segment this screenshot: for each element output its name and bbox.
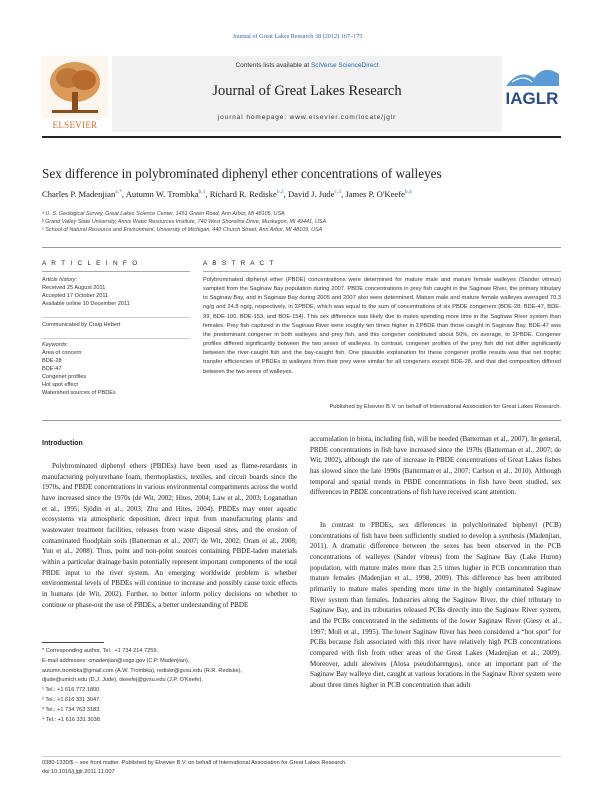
footnote-tel: ³ Tel.: +1 734 763 3183. <box>42 707 101 713</box>
iaglr-wordmark: IAGLR <box>505 89 559 108</box>
section-rule <box>42 420 561 421</box>
keyword-item: Hot spot effect <box>42 382 78 388</box>
journal-reference[interactable]: Journal of Great Lakes Research 38 (2012) 167–175 <box>232 33 363 40</box>
footnote-rule <box>42 642 104 643</box>
keyword-item: Watershed sources of PBDEs <box>42 390 116 396</box>
author-name: Richard R. Rediske <box>209 189 277 199</box>
affiliation-b: ᵇ Grand Valley State University, Annis Water Resources Institute, 740 West Shoreline Drive, Muskegon, MI 49441, USA <box>42 219 327 225</box>
author-name: David J. Jude <box>287 189 335 199</box>
keyword-item: BDE-47 <box>42 366 62 372</box>
abstract-rule <box>203 271 561 272</box>
footer-rule <box>42 756 561 757</box>
keyword-item: BDE-28 <box>42 358 62 364</box>
intro-column-2-para-2: In contrast to PBDEs, sex differences in polychlorinated biphenyl (PCB) concentrations of fish have been sufficiently studied to develop a synthesis (Madenjian, 2011). A dramatic difference between the sexes has been observed in the PCB concentrations of walleyes (Sander vitreus) from the Saginaw Bay (Lake Huron) population, with mature males more than 2.5 times higher in PCB concentration than mature females (Madenjian et al., 1998, 2009). This difference has been attributed primarily to mature males spending more time in the highly contaminated Saginaw River system than females. Industries along the Saginaw River, the chief tributary to Saginaw Bay, and its tributaries released PCBs directly into the Saginaw River system, and the PCBs concentrated in the sediments of the lower Saginaw River (Giesy et al., 1997; Moll et al., 1995). The lower Saginaw River has been considered a “hot spot” for PCBs because fish associated with this river have relatively high PCB concentrations compared with fish from other areas of the Great Lakes (Madenjian et al., 2009). Moreover, adult alewives (Alosa pseudoharengus), once an important part of the Saginaw Bay walleye diet, caught at various locations in the Saginaw River system were about three times higher in PCB concentration than adult <box>310 521 561 689</box>
author-name: James P. O'Keefe <box>345 189 405 199</box>
journal-name: Journal of Great Lakes Research <box>212 83 402 99</box>
affiliation-a: ᵃ U. S. Geological Survey, Great Lakes Science Center, 1451 Green Road, Ann Arbor, MI 48105, USA <box>42 211 285 217</box>
header-rule <box>42 136 561 138</box>
intro-column-1: Polybrominated diphenyl ethers (PBDEs) have been used as flame-retardants in manufacturing polyurethane foam, thermoplastics, textiles, and circuit boards since the 1970s, and PBDE concentrations in various environmental compartments across the world have increased since the 1970s (de Wit, 2002; Hites, 2004; Law et al., 2003; Loganathan et al., 1995; Sjödin et al., 2003; Zhu and Hites, 2004). PBDEs may enter aquatic ecosystems via atmospheric deposition, direct input from manufacturing plants and wastewater treatment facilities, releases from waste disposal sites, and the erosion of contaminated floodplain soils (Batterman et al., 2007; de Wit, 2002; Oram et al., 2008; Yun et al., 2008). Thus, point and non-point sources containing PBDE-laden materials within a particular drainage basin potentially represent important components of the total PBDE input to the river system. An emerging worldwide problem is whether environmental levels of PBDEs will continue to increase and possibly cause toxic effects in humans (de Wit, 2002). Further, to better inform policy decisions on whether to continue or phase-out the use of PBDEs, a better understanding of PBDE <box>42 462 298 609</box>
history-label: Article history: <box>42 277 78 283</box>
article-title: Sex difference in polybrominated diphenyl ether concentrations of walleyes <box>42 166 442 181</box>
author-name: Autumn W. Trombka <box>125 189 199 199</box>
keyword-item: Area of concern <box>42 350 82 356</box>
footnote-email[interactable]: djude@umich.edu (D.J. Jude), okeefej@gvsu.edu (J.P. O'Keefe). <box>42 677 203 683</box>
author-affiliation-marker[interactable]: b,4 <box>404 189 412 196</box>
elsevier-wordmark: ELSEVIER <box>52 120 98 130</box>
author-affiliation-marker[interactable]: b,2 <box>276 189 284 196</box>
keyword-item: Congener profiles <box>42 374 87 380</box>
keywords-label: Keywords: <box>42 342 69 348</box>
footnote-email[interactable]: autumn.trombka@gmail.com (A.W. Trombka), rediskr@gvsu.edu (R.R. Rediske), <box>42 668 243 674</box>
contents-prefix: Contents lists available at <box>235 62 311 69</box>
abstract-heading: A B S T R A C T <box>203 260 276 267</box>
article-info-heading: A R T I C L E I N F O <box>42 260 139 267</box>
abstract-text: Polybrominated diphenyl ether (PBDE) concentrations were determined for mature male and mature female walleyes (Sander vitreus) sampled from the Saginaw Bay population during 2007. PBDE concentrations in prey fish caught in the Saginaw River, the primary tributary to Saginaw Bay, and in Saginaw Bay during 2005 and 2007 also were determined. Mature male and mature female walleyes averaged 70.3 ng/g and 24.8 ng/g, respectively, in ΣPBDE, which was equal to the sum of concentrations of six PBDE congeners (BDE-28, BDE-47, BDE-99, BDE-100, BDE-153, and BDE-154). This sex difference was likely due to males spending more time in the Saginaw River system than females. Prey fish captured in the Saginaw River were roughly ten times higher in ΣPBDE than those caught in Saginaw Bay. BDE-47 was the predominant congener in both walleyes and prey fish, and this congener contributed about 50%, on average, to ΣPBDE. Congener profiles differed significantly between the two sexes of walleyes. In contrast, congener profiles of the prey fish did not differ significantly between the river-caught fish and the bay-caught fish. One plausible explanation for these congener profile results was that net trophic transfer efficiencies of PBDEs to walleyes from their prey were similar for all congeners except BDE-28, and that diet composition differed between the two sexes of walleyes. <box>203 277 561 375</box>
footnote-email[interactable]: E-mail addresses: cmadenjian@usgs.gov (C.P. Madenjian), <box>42 658 190 664</box>
iaglr-logo <box>504 56 561 132</box>
footnote-tel: ² Tel.: +1 616 331 3047. <box>42 697 101 703</box>
published-by: Published by Elsevier B.V. on behalf of International Association for Great Lakes Research. <box>329 404 561 410</box>
author-affiliation-marker[interactable]: b,1 <box>198 189 206 196</box>
sciencedirect-link[interactable]: SciVerse ScienceDirect <box>310 62 379 69</box>
copyright-line: 0380-1330/$ – see front matter. Published by Elsevier B.V. on behalf of International Association for Great Lakes Research. <box>42 760 347 766</box>
article-info-rule <box>42 271 190 272</box>
accepted-date: Accepted 17 October 2011 <box>42 293 109 299</box>
elsevier-logo <box>42 56 108 131</box>
online-date: Available online 10 December 2011 <box>42 301 130 307</box>
received-date: Received 25 August 2011 <box>42 285 106 291</box>
footnote-tel: ⁴ Tel.: +1 616 331 3038. <box>42 717 102 723</box>
iaglr-logo-icon <box>504 56 561 132</box>
author-list: Charles P. Madenjian$^{a,*}$, Autumn W. Trombka$^{b,1}$, Richard R. Rediske$^{b,2}$, David J. Jude$^{c,3}$, James P. O'Keefe$^{b,4}$ <box>42 189 412 199</box>
contents-line <box>112 62 502 69</box>
affiliation-c: ᶜ School of Natural Resource and Environment, University of Michigan, 440 Church Street, Ann Arbor, MI 48109, USA <box>42 227 323 233</box>
section-rule <box>42 247 561 248</box>
journal-homepage[interactable]: journal homepage: www.elsevier.com/locate/jglr <box>217 114 397 121</box>
info-divider <box>42 338 190 339</box>
info-divider <box>42 317 190 318</box>
author-name: Charles P. Madenjian <box>42 189 116 199</box>
intro-column-2-para-1: accumulation in biota, including fish, will be needed (Batterman et al., 2007). In general, PBDE concentrations in fish have increased since the 1970s (Batterman et al., 2007; de Wit, 2002), although the rate of increase in PBDE concentrations of Great Lakes fishes has slowed since the late 1990s (Batterman et al., 2007; Carlson et al., 2010). Although temporal and spatial trends in PBDE concentrations in fish have been studied, sex differences in PBDE concentrations of fish have received scant attention. <box>310 435 561 497</box>
introduction-heading: Introduction <box>42 440 83 447</box>
communicated-by: Communicated by Craig Hebert <box>42 322 121 328</box>
elsevier-tree-icon <box>42 56 108 118</box>
footnote-corresponding: * Corresponding author. Tel.: +1 734 214 7259. <box>42 648 159 654</box>
author-affiliation-marker[interactable]: a,* <box>115 189 122 196</box>
doi-link[interactable]: doi:10.1016/j.jglr.2011.11.007 <box>42 769 115 775</box>
author-affiliation-marker[interactable]: c,3 <box>334 189 342 196</box>
footnote-tel: ¹ Tel.: +1 616 772 1800. <box>42 687 101 693</box>
